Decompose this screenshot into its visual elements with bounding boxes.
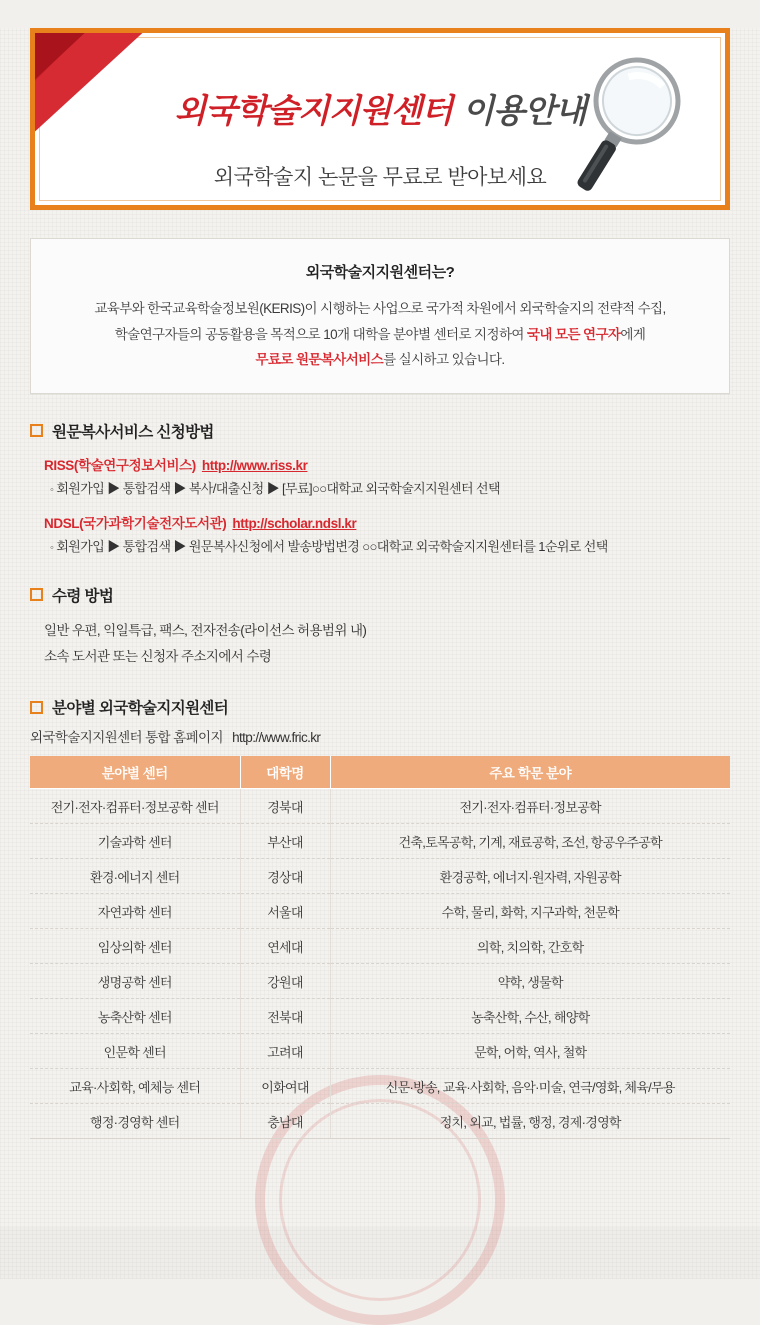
intro-line-1: 교육부와 한국교육학술정보원(KERIS)이 시행하는 사업으로 국가적 차원에서 외국학술지의 전략적 수집,	[94, 301, 666, 316]
intro-line-3	[55, 347, 705, 373]
centers-table	[30, 756, 730, 1139]
cell-subjects: 약학, 생물학	[330, 964, 730, 999]
intro-title: 외국학술지지원센터는?	[305, 264, 455, 281]
magnifier-icon	[577, 55, 697, 205]
small-dot-icon: ◦	[50, 483, 54, 496]
cell-subjects: 수학, 물리, 화학, 지구과학, 천문학	[330, 894, 730, 929]
cell-center: 생명공학 센터	[30, 964, 240, 999]
service-ndsl-url[interactable]: http://scholar.ndsl.kr	[232, 515, 357, 531]
table-row	[30, 999, 730, 1034]
table-row	[30, 824, 730, 859]
cell-subjects: 건축,토목공학, 기계, 재료공학, 조선, 항공우주공학	[330, 824, 730, 859]
section-receive-header	[30, 584, 730, 606]
table-header-subjects: 주요 학문 분야	[330, 756, 730, 789]
section-apply-header	[30, 420, 730, 442]
page-content	[0, 28, 760, 1139]
table-row	[30, 894, 730, 929]
cell-subjects: 환경공학, 에너지·원자력, 자원공학	[330, 859, 730, 894]
cell-subjects: 신문·방송, 교육·사회학, 음악·미술, 연극/영화, 체육/무용	[330, 1069, 730, 1104]
section-centers-header	[30, 696, 730, 718]
centers-homepage-label: 외국학술지지원센터 통합 홈페이지	[30, 730, 223, 746]
section-receive	[30, 584, 730, 671]
table-row	[30, 1034, 730, 1069]
service-riss-name: RISS(학술연구정보서비스)	[44, 457, 196, 473]
banner	[30, 28, 730, 210]
cell-university: 충남대	[240, 1104, 330, 1139]
service-ndsl-steps-row	[50, 537, 730, 558]
service-ndsl-steps: 회원가입 ▶ 통합검색 ▶ 원문복사신청에서 발송방법변경 ○○대학교 외국학술지지원센터를 1순위로 선택	[56, 538, 608, 554]
table-header-university: 대학명	[240, 756, 330, 789]
cell-university: 연세대	[240, 929, 330, 964]
cell-center: 전기·전자·컴퓨터·정보공학 센터	[30, 789, 240, 824]
intro-box	[30, 238, 730, 394]
service-riss-name-row	[44, 454, 730, 474]
cell-subjects: 전기·전자·컴퓨터·정보공학	[330, 789, 730, 824]
cell-university: 부산대	[240, 824, 330, 859]
service-ndsl-name: NDSL(국가과학기술전자도서관)	[44, 515, 227, 531]
intro-line-2	[55, 322, 705, 348]
receive-line-1: 일반 우편, 익일특급, 팩스, 전자전송(라이선스 허용범위 내)	[44, 622, 367, 638]
service-riss-url[interactable]: http://www.riss.kr	[201, 457, 308, 473]
cell-center: 임상의학 센터	[30, 929, 240, 964]
section-apply	[30, 420, 730, 558]
cell-subjects: 의학, 치의학, 간호학	[330, 929, 730, 964]
table-header-row	[30, 756, 730, 789]
section-apply-body	[30, 454, 730, 558]
banner-subtitle: 외국학술지 논문을 무료로 받아보세요	[213, 166, 547, 189]
cell-center: 농축산학 센터	[30, 999, 240, 1034]
service-ndsl-name-row	[44, 512, 730, 532]
square-bullet-icon	[30, 424, 43, 437]
table-row	[30, 859, 730, 894]
intro-line-3-b: 를 실시하고 있습니다.	[383, 352, 505, 368]
cell-center: 행정·경영학 센터	[30, 1104, 240, 1139]
cell-university: 경상대	[240, 859, 330, 894]
centers-homepage-url[interactable]: http://www.fric.kr	[232, 730, 321, 746]
service-riss-steps: 회원가입 ▶ 통합검색 ▶ 복사/대출신청 ▶ [무료]○○대학교 외국학술지지원센터 선택	[56, 480, 500, 496]
banner-title-main: 외국학술지지원센터	[174, 94, 453, 130]
small-dot-icon: ◦	[50, 541, 54, 554]
cell-university: 이화여대	[240, 1069, 330, 1104]
cell-university: 고려대	[240, 1034, 330, 1069]
intro-highlight-1: 국내 모든 연구자	[526, 326, 621, 342]
section-receive-title: 수령 방법	[52, 587, 114, 605]
table-row	[30, 964, 730, 999]
section-apply-title: 원문복사서비스 신청방법	[52, 423, 214, 441]
table-row	[30, 929, 730, 964]
intro-line-2-a: 학술연구자들의 공동활용을 목적으로 10개 대학을 분야별 센터로 지정하여	[114, 326, 527, 342]
cell-university: 서울대	[240, 894, 330, 929]
intro-highlight-2: 무료로 원문복사서비스	[255, 352, 384, 368]
cell-center: 기술과학 센터	[30, 824, 240, 859]
cell-center: 교육·사회학, 예체능 센터	[30, 1069, 240, 1104]
service-riss-steps-row	[50, 479, 730, 500]
receive-line-2: 소속 도서관 또는 신청자 주소지에서 수령	[44, 648, 272, 664]
centers-homepage-row	[30, 726, 730, 746]
table-row	[30, 1104, 730, 1139]
cell-university: 전북대	[240, 999, 330, 1034]
section-centers	[30, 696, 730, 746]
section-receive-body	[30, 618, 730, 671]
cell-subjects: 농축산학, 수산, 해양학	[330, 999, 730, 1034]
section-centers-title: 분야별 외국학술지지원센터	[52, 700, 229, 718]
table-header-field: 분야별 센터	[30, 756, 240, 789]
cell-center: 자연과학 센터	[30, 894, 240, 929]
intro-line-2-c: 에게	[620, 326, 646, 342]
square-bullet-icon	[30, 701, 43, 714]
square-bullet-icon	[30, 588, 43, 601]
cell-center: 인문학 센터	[30, 1034, 240, 1069]
cell-subjects: 정치, 외교, 법률, 행정, 경제·경영학	[330, 1104, 730, 1139]
cell-university: 경북대	[240, 789, 330, 824]
cell-subjects: 문학, 어학, 역사, 철학	[330, 1034, 730, 1069]
banner-title-sub: 이용안내	[462, 94, 586, 130]
table-row	[30, 789, 730, 824]
cell-center: 환경·에너지 센터	[30, 859, 240, 894]
table-row	[30, 1069, 730, 1104]
cell-university: 강원대	[240, 964, 330, 999]
